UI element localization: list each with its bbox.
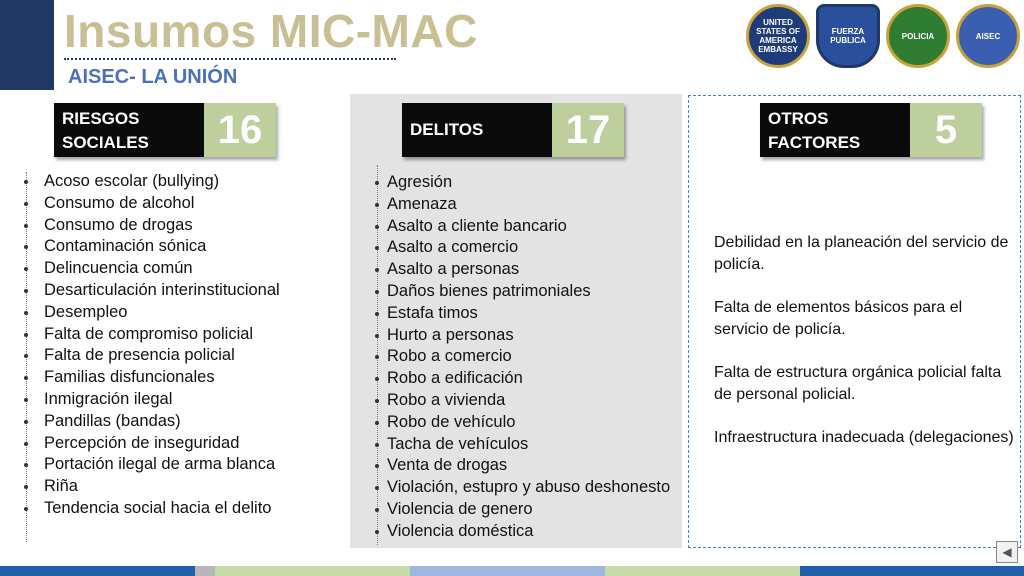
- list-item: Venta de drogas: [387, 456, 508, 475]
- list-item: Familias disfuncionales: [44, 368, 215, 387]
- otros-factores-label: [760, 103, 910, 157]
- us-embassy-seal-icon: UNITED STATES OF AMERICA EMBASSY: [746, 4, 810, 68]
- bullet-icon: [375, 181, 379, 185]
- header-label-line1: RIESGOS: [62, 109, 140, 128]
- header-label-line2: FACTORES: [768, 133, 861, 152]
- list-item: Robo a vivienda: [387, 390, 506, 409]
- list-item: Falta de presencia policial: [44, 346, 235, 365]
- corner-accent-block: [0, 0, 54, 90]
- list-item: Riña: [44, 477, 78, 496]
- bullet-icon: [375, 334, 379, 338]
- delitos-header: [402, 103, 624, 157]
- footer-segment: [215, 566, 410, 576]
- riesgos-sociales-header: [54, 103, 276, 157]
- delitos-list: [387, 172, 670, 543]
- bullet-icon: [24, 463, 28, 467]
- list-item: Robo a edificación: [387, 369, 523, 388]
- bullet-icon: [24, 442, 28, 446]
- bullet-icon: [24, 267, 28, 271]
- bullet-icon: [24, 245, 28, 249]
- bullet-icon: [375, 530, 379, 534]
- list-item: Estafa timos: [387, 303, 478, 322]
- otros-factores-list: [714, 232, 1014, 470]
- factor-item: Falta de elementos básicos para el servicio de policía.: [714, 299, 963, 338]
- page-title: Insumos MIC-MAC: [64, 5, 478, 57]
- bullet-icon: [375, 443, 379, 447]
- list-item: Portación ilegal de arma blanca: [44, 455, 276, 474]
- title-divider: [64, 58, 396, 60]
- list-item: Pandillas (bandas): [44, 411, 181, 430]
- list-item: Desarticulación interinstitucional: [44, 280, 280, 299]
- page-subtitle: AISEC- LA UNIÓN: [68, 66, 238, 88]
- list-item: Inmigración ilegal: [44, 389, 173, 408]
- bullet-icon: [24, 398, 28, 402]
- bullet-icon: [24, 507, 28, 511]
- delitos-label: DELITOS: [402, 103, 552, 157]
- bullet-icon: [24, 311, 28, 315]
- footer-segment: [800, 566, 1024, 576]
- list-item: Consumo de drogas: [44, 215, 193, 234]
- list-item: Daños bienes patrimoniales: [387, 281, 591, 300]
- factor-item: Debilidad en la planeación del servicio de policía.: [714, 234, 1009, 273]
- bullet-icon: [375, 508, 379, 512]
- bullet-icon: [24, 376, 28, 380]
- list-item: Asalto a personas: [387, 260, 520, 279]
- list-item: Violencia de genero: [387, 499, 533, 518]
- bullet-icon: [375, 421, 379, 425]
- list-item: Violencia doméstica: [387, 521, 534, 540]
- bullet-icon: [24, 180, 28, 184]
- fuerza-publica-badge-icon: FUERZA PUBLICA: [816, 4, 880, 68]
- list-item: Contaminación sónica: [44, 237, 207, 256]
- otros-factores-count: 5: [910, 103, 982, 157]
- riesgos-sociales-list: [44, 171, 280, 520]
- riesgos-sociales-count: 16: [204, 103, 276, 157]
- list-item: Delincuencia común: [44, 259, 193, 278]
- list-item: Agresión: [387, 173, 453, 191]
- footer-segment: [0, 566, 195, 576]
- list-item: Hurto a personas: [387, 325, 514, 344]
- bullet-icon: [24, 354, 28, 358]
- list-item: Consumo de alcohol: [44, 193, 195, 212]
- list-item: Falta de compromiso policial: [44, 324, 254, 343]
- bullet-icon: [24, 224, 28, 228]
- list-item: Amenaza: [387, 194, 457, 213]
- factor-item: Falta de estructura orgánica policial falta de personal policial.: [714, 364, 1002, 403]
- policia-badge-icon: POLICIA: [886, 4, 950, 68]
- bullet-icon: [375, 203, 379, 207]
- bullet-icon: [375, 290, 379, 294]
- bullet-icon: [24, 420, 28, 424]
- list-item: Robo a comercio: [387, 347, 512, 366]
- bullet-icon: [24, 289, 28, 293]
- footer-segment: [605, 566, 800, 576]
- header-label-line2: SOCIALES: [62, 133, 149, 152]
- list-item: Violación, estupro y abuso deshonesto: [387, 478, 671, 497]
- riesgos-sociales-label: [54, 103, 204, 157]
- bullet-icon: [24, 485, 28, 489]
- list-item: Percepción de inseguridad: [44, 433, 240, 452]
- header-label-line1: OTROS: [768, 109, 829, 128]
- otros-factores-header: [760, 103, 982, 157]
- list-item: Robo de vehículo: [387, 412, 516, 431]
- footer-segment: [195, 566, 215, 576]
- list-item: Tendencia social hacia el delito: [44, 498, 272, 517]
- list-item: Asalto a comercio: [387, 238, 519, 257]
- list-item: Acoso escolar (bullying): [44, 172, 220, 190]
- aisec-logo-icon: AISEC: [956, 4, 1020, 68]
- list-item: Asalto a cliente bancario: [387, 216, 567, 235]
- bullet-icon: [24, 202, 28, 206]
- list-item: Tacha de vehículos: [387, 434, 529, 453]
- bullet-icon: [375, 399, 379, 403]
- logo-strip: [746, 4, 1020, 68]
- list-item: Desempleo: [44, 302, 128, 321]
- prev-slide-button[interactable]: ◀: [996, 541, 1018, 563]
- bullet-icon: [24, 333, 28, 337]
- footer-segment: [410, 566, 605, 576]
- bullet-icon: [375, 225, 379, 229]
- delitos-count: 17: [552, 103, 624, 157]
- bullet-icon: [375, 312, 379, 316]
- factor-item: Infraestructura inadecuada (delegaciones): [714, 429, 1014, 446]
